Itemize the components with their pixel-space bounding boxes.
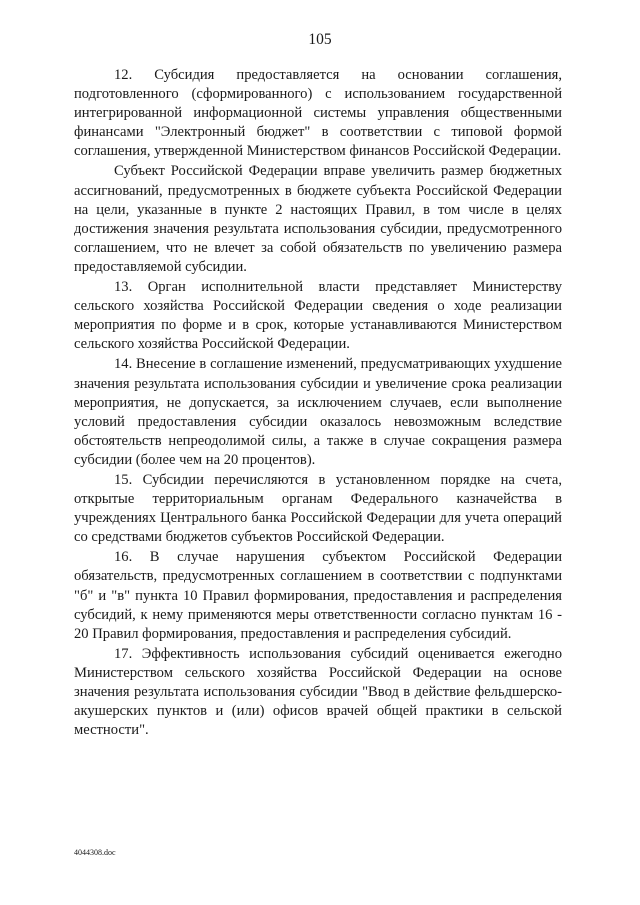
paragraph-14: 14. Внесение в соглашение изменений, предусматривающих ухудшение значения результата использования субсидии и увеличение срока реализации мероприятия, не допускается, за исключением случаев, если выполнение условий предоставления субсидии оказалось невозможным вследствие обстоятельств непреодолимой силы, а также в случае сокращения размера субсидии (более чем на 20 процентов). bbox=[74, 356, 562, 468]
page-number: 105 bbox=[308, 31, 332, 48]
paragraph-13: 13. Орган исполнительной власти представляет Министерству сельского хозяйства Российской Федерации сведения о ходе реализации мероприятия по форме и в срок, которые устанавливаются Министерством сельского хозяйства Российской Федерации. bbox=[74, 279, 562, 353]
document-body bbox=[74, 66, 562, 740]
paragraph-12: 12. Субсидия предоставляется на основании соглашения, подготовленного (сформированного) с использованием государственной интегрированной информационной системы управления общественными финансами "Электронный бюджет" в соответствии с типовой формой соглашения, утвержденной Министерством финансов Российской Федерации. bbox=[74, 67, 562, 160]
paragraph-12-continuation: Субъект Российской Федерации вправе увеличить размер бюджетных ассигнований, предусмотренных в бюджете субъекта Российской Федерации на цели, указанные в пункте 2 настоящих Правил, в том числе в целях достижения значения результата использования субсидии, предусмотренного соглашением, что не влечет за собой обязательств по увеличению размера предоставляемой субсидии. bbox=[74, 163, 562, 275]
paragraph-17: 17. Эффективность использования субсидий оценивается ежегодно Министерством сельского хозяйства Российской Федерации на основе значения результата использования субсидии "Ввод в действие фельдшерско-акушерских пунктов и (или) офисов врачей общей практики в сельской местности". bbox=[74, 645, 562, 739]
paragraph-15: 15. Субсидии перечисляются в установленном порядке на счета, открытые территориальным органам Федерального казначейства в учреждениях Центрального банка Российской Федерации для учета операций со средствами бюджетов субъектов Российской Федерации. bbox=[74, 471, 562, 546]
paragraph-16: 16. В случае нарушения субъектом Российской Федерации обязательств, предусмотренных соглашением в соответствии с подпунктами "б" и "в" пункта 10 Правил формирования, предоставления и распределения субсидий, к нему применяются меры ответственности согласно пунктам 16 - 20 Правил формирования, предоставления и распределения субсидий. bbox=[74, 549, 562, 642]
document-filename-footer: 4044308.doc bbox=[74, 848, 116, 857]
